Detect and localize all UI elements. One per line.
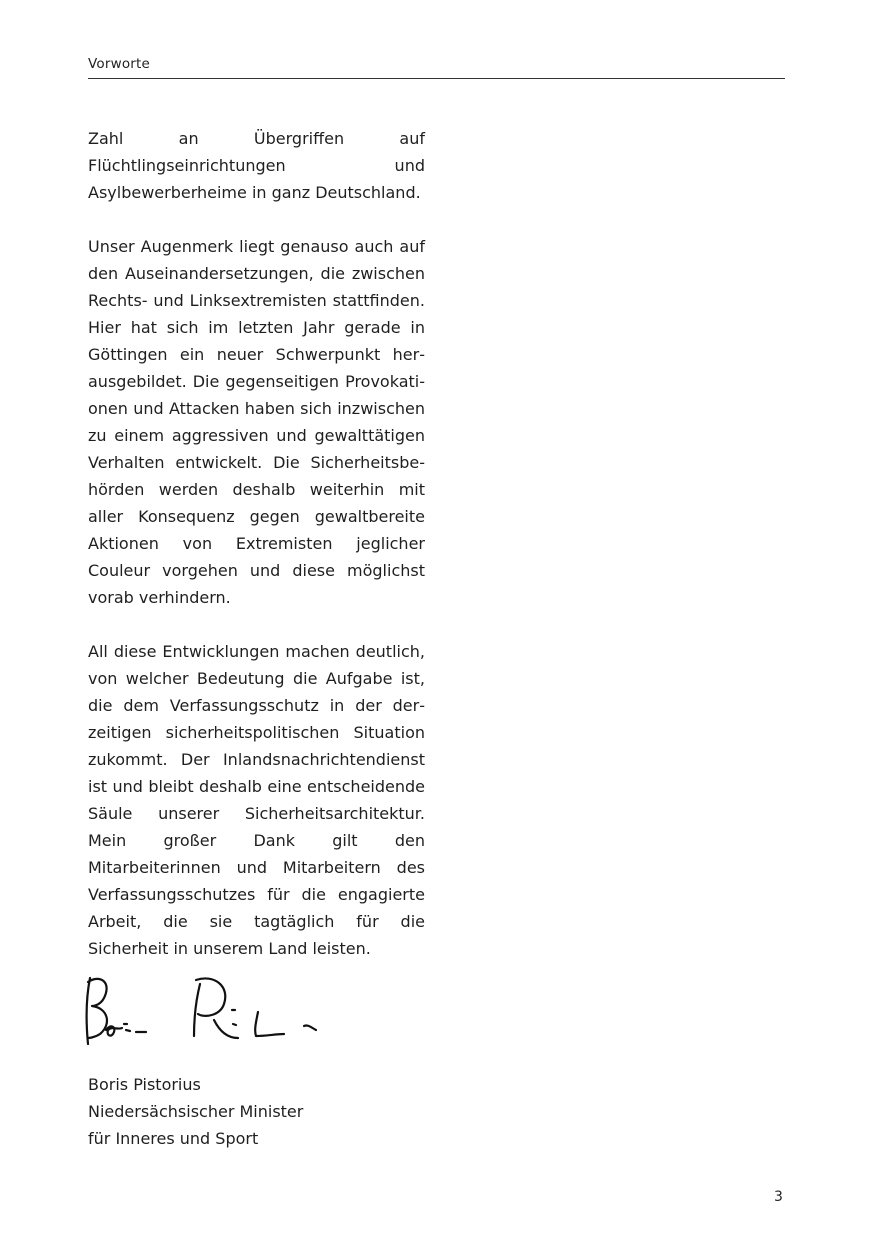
author-block	[88, 1071, 303, 1152]
paragraph-2: Unser Augenmerk liegt genauso auch auf den Auseinandersetzungen, die zwischen Rechts- und Linksextremisten stattfinden. Hier hat sich im letzten Jahr gerade in Göttingen ein neuer Schwerpunkt herausgebildet. Die gegenseitigen Provokationen und Attacken haben sich inzwischen zu einem aggressiven und gewalttätigen Verhalten entwickelt. Die Sicherheitsbehörden werden deshalb weiterhin mit aller Konsequenz gegen gewaltbereite Aktionen von Extremisten jeglicher Couleur vorgehen und diese möglichst vorab verhindern.	[88, 237, 425, 607]
paragraph-1: Zahl an Übergriffen auf Flüchtlingseinrichtungen und Asylbewerberheime in ganz Deutschland.	[88, 129, 425, 202]
header-rule	[88, 78, 785, 79]
running-header-title: Vorworte	[88, 56, 151, 72]
author-title-line-2: für Inneres und Sport	[88, 1129, 259, 1148]
text-column	[88, 125, 425, 989]
paragraph-3: All diese Entwicklungen machen deutlich, von welcher Bedeutung die Aufgabe ist, die dem Verfassungsschutz in der derzeitigen sicherheitspolitischen Situation zukommt. Der Inlandsnachrichtendienst ist und bleibt deshalb eine entscheidende Säule unserer Sicherheitsarchitektur. Mein großer Dank gilt den Mitarbeiterinnen und Mitarbeitern des Verfassungsschutzes für die engagierte Arbeit, die sie tagtäglich für die Sicherheit in unserem Land leisten.	[88, 642, 425, 958]
author-name: Boris Pistorius	[88, 1075, 201, 1094]
handwritten-signature	[78, 968, 338, 1050]
page-number: 3	[774, 1189, 783, 1205]
author-title-line-1: Niedersächsischer Minister	[88, 1102, 304, 1121]
